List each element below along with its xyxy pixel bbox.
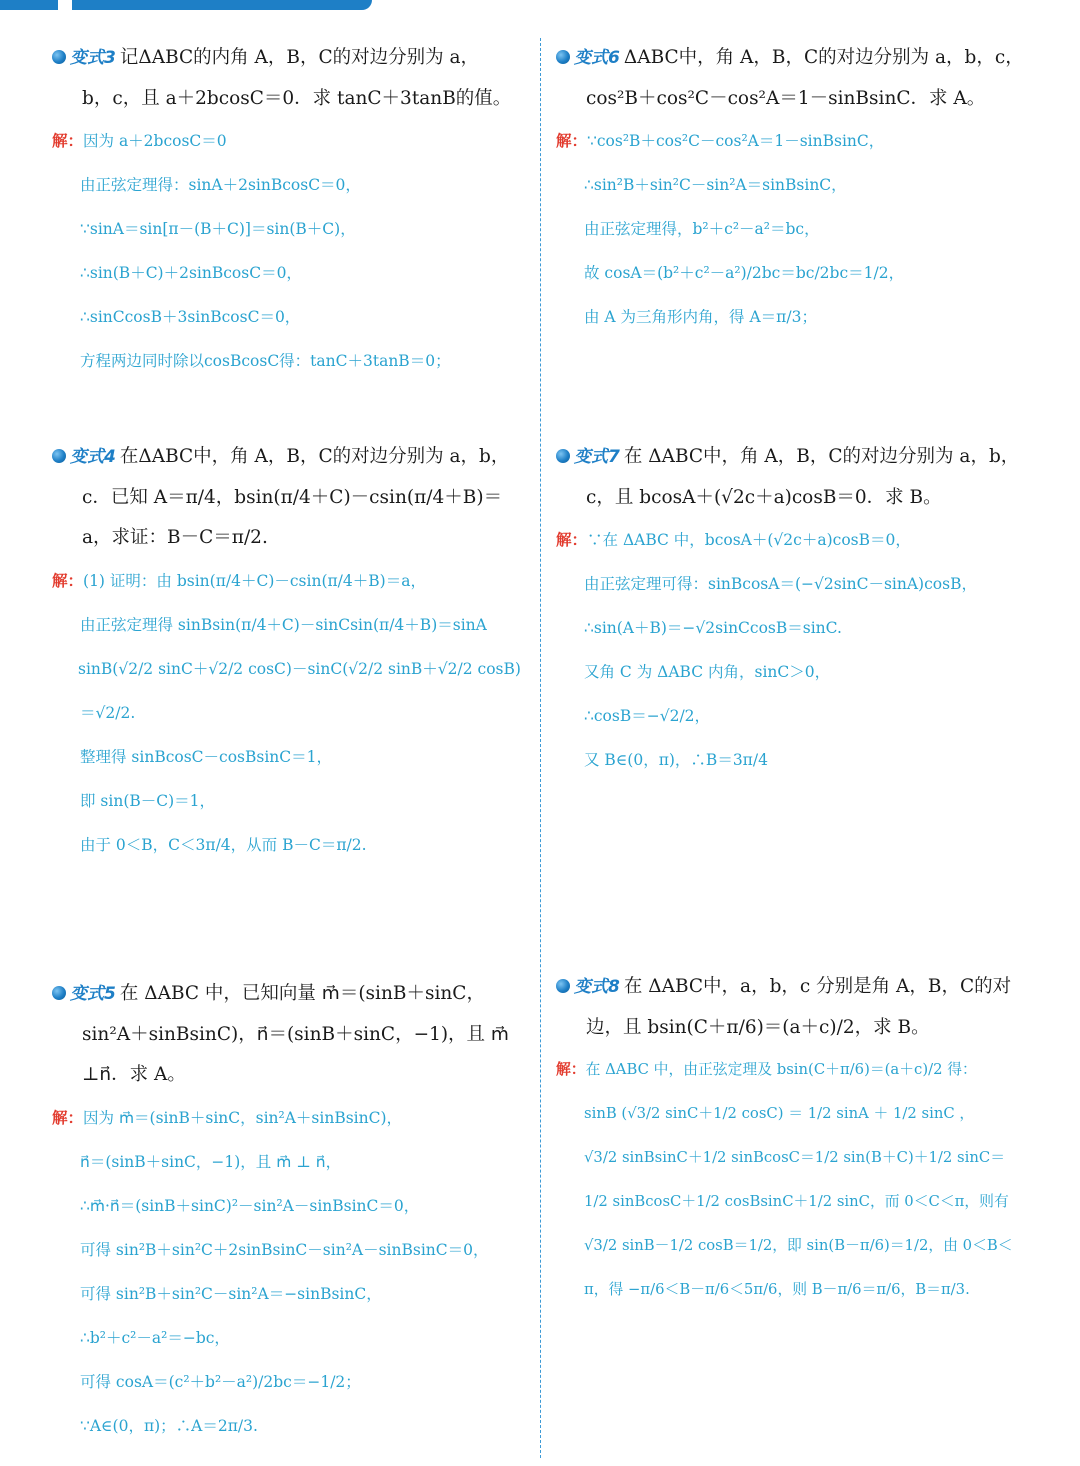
question-line: sin²A＋sinBsinC)，n⃗＝(sinB＋sinC，−1)，且 m⃗ [82,1023,509,1045]
solution-line: sinB (√3/2 sinC＋1/2 cosC) ＝ 1/2 sinA ＋ 1/2 sinC ， [584,1105,975,1122]
solution-line: sinB(√2/2 sinC＋√2/2 cosC)－sinC(√2/2 sinB＋√2/2 cosB) [78,659,521,678]
solution-line: ∵sinA＝sin[π－(B＋C)]＝sin(B＋C)， [80,220,356,238]
problem-3-solution [52,119,532,383]
solution-line: 可得 cosA＝(c²＋b²－a²)/2bc＝−1/2； [80,1372,361,1391]
solution-line: ∴sinCcosB＋3sinBcosC＝0， [80,308,301,326]
solution-line: 又角 C 为 ΔABC 内角，sinC＞0， [584,663,831,681]
bullet-icon [556,979,570,993]
problem-3-label: 变式3 [70,48,116,68]
bullet-icon [52,449,66,463]
question-line: c．已知 A＝π/4，bsin(π/4＋C)－csin(π/4＋B)＝ [82,486,503,508]
solution-line: ∴m⃗·n⃗＝(sinB＋sinC)²－sin²A－sinBsinC＝0， [80,1196,420,1215]
solution-line: 在 ΔABC 中，由正弦定理及 bsin(C＋π/6)＝(a＋c)/2 得： [585,1061,977,1078]
solution-line: √3/2 sinBsinC＋1/2 sinBcosC＝1/2 sin(B＋C)＋1/2 sinC＝ [584,1149,1006,1166]
solution-line: ∴sin(B＋C)＋2sinBcosC＝0， [80,264,302,282]
solution-line: 又 B∈(0，π)，∴B＝3π/4 [584,751,768,769]
problem-6 [556,38,1036,339]
question-line: 记ΔABC的内角 A，B，C的对边分别为 a， [119,47,480,68]
problem-6-solution [556,119,1036,339]
problem-3 [52,38,532,383]
question-line: 在 ΔABC 中，已知向量 m⃗＝(sinB＋sinC， [119,983,485,1004]
bullet-icon [52,986,66,1000]
problem-8-question [556,967,1036,1048]
solution-line: ∵A∈(0，π)；∴A＝2π/3. [80,1416,258,1435]
bullet-icon [556,50,570,64]
problem-3-question [52,38,532,119]
problem-8-solution [556,1048,1036,1312]
solution-line: 因为 m⃗＝(sinB＋sinC，sin²A＋sinBsinC)， [83,1108,403,1127]
question-line: 在 ΔABC中，角 A，B，C的对边分别为 a，b， [623,446,1020,467]
solution-prefix: 解： [556,132,588,150]
solution-line: ∵在 ΔABC 中，bcosA＋(√2c＋a)cosB＝0， [587,531,911,549]
solution-line: 由于 0＜B，C＜3π/4，从而 B－C＝π/2. [80,835,367,854]
solution-line: n⃗＝(sinB＋sinC，−1)，且 m⃗ ⊥ n⃗， [80,1152,342,1171]
question-line: ΔABC中，角 A，B，C的对边分别为 a，b，c， [623,47,1024,68]
problem-8-label: 变式8 [574,977,620,997]
question-line: c，且 bcosA＋(√2c＋a)cosB＝0．求 B。 [586,486,942,508]
solution-line: ∴sin²B＋sin²C－sin²A＝sinBsinC， [584,176,847,194]
problem-5 [52,974,532,1448]
question-line: cos²B＋cos²C－cos²A＝1－sinBsinC．求 A。 [586,87,986,109]
header-bar-left [0,0,58,10]
solution-line: ∴sin(A＋B)＝−√2sinCcosB＝sinC. [584,619,842,637]
problem-8 [556,967,1036,1312]
solution-line: 由 A 为三角形内角，得 A＝π/3； [584,308,817,326]
question-line: ⊥n⃗．求 A。 [82,1064,186,1085]
solution-prefix: 解： [556,1061,586,1078]
solution-line: (1) 证明：由 bsin(π/4＋C)－csin(π/4＋B)＝a， [83,571,426,590]
question-line: a，求证：B－C＝π/2. [82,527,268,548]
question-line: b，c，且 a＋2bcosC＝0．求 tanC＋3tanB的值。 [82,87,512,109]
problem-6-label: 变式6 [574,48,620,68]
problem-5-solution [52,1096,532,1448]
problem-4-solution [52,559,532,867]
problem-6-question [556,38,1036,119]
solution-prefix: 解： [52,132,84,150]
problem-7-label: 变式7 [574,447,620,467]
problem-5-question [52,974,532,1096]
solution-line: 故 cosA＝(b²＋c²－a²)/2bc＝bc/2bc＝1/2， [584,264,905,282]
solution-line: 可得 sin²B＋sin²C－sin²A＝−sinBsinC， [80,1284,382,1303]
problem-7-question [556,437,1036,518]
solution-line: ∵cos²B＋cos²C－cos²A＝1－sinBsinC， [587,132,885,150]
solution-prefix: 解： [52,1108,84,1127]
problem-7 [556,437,1036,782]
solution-prefix: 解： [556,531,588,549]
solution-line: 1/2 sinBcosC＋1/2 cosBsinC＋1/2 sinC，而 0＜C＜π，则有 [584,1193,1009,1210]
problem-4-label: 变式4 [70,447,116,467]
question-line: 在 ΔABC中，a，b，c 分别是角 A，B，C的对 [623,976,1012,997]
problem-7-solution [556,518,1036,782]
solution-line: ∴b²＋c²－a²＝−bc， [80,1328,230,1347]
bullet-icon [52,50,66,64]
solution-line: 方程两边同时除以cosBcosC得：tanC＋3tanB＝0； [80,352,451,370]
solution-line: ＝√2/2. [80,703,136,722]
header-bar-right [72,0,372,10]
solution-line: 由正弦定理得 sinBsin(π/4＋C)－sinCsin(π/4＋B)＝sinA [80,615,487,634]
solution-line: 即 sin(B－C)＝1， [80,791,216,810]
solution-line: π，得 −π/6＜B－π/6＜5π/6，则 B－π/6＝π/6，B＝π/3. [584,1281,970,1298]
bullet-icon [556,449,570,463]
solution-line: 整理得 sinBcosC－cosBsinC＝1， [80,747,333,766]
problem-4-question [52,437,532,559]
problem-4 [52,437,532,867]
solution-line: √3/2 sinB－1/2 cosB＝1/2，即 sin(B－π/6)＝1/2，由 0＜B＜ [584,1237,1013,1254]
solution-line: 由正弦定理可得：sinBcosA＝(−√2sinC－sinA)cosB， [584,575,977,593]
solution-prefix: 解： [52,571,84,590]
solution-line: 由正弦定理得，b²＋c²－a²＝bc， [584,220,820,238]
solution-line: 因为 a＋2bcosC＝0 [83,132,227,150]
column-divider [540,38,541,1458]
solution-line: 由正弦定理得：sinA＋2sinBcosC＝0， [80,176,361,194]
problem-5-label: 变式5 [70,984,116,1004]
solution-line: ∴cosB＝−√2/2， [584,707,711,725]
question-line: 在ΔABC中，角 A，B，C的对边分别为 a，b， [119,446,510,467]
question-line: 边，且 bsin(C＋π/6)＝(a＋c)/2，求 B。 [586,1016,930,1038]
solution-line: 可得 sin²B＋sin²C＋2sinBsinC－sin²A－sinBsinC＝0， [80,1240,489,1259]
